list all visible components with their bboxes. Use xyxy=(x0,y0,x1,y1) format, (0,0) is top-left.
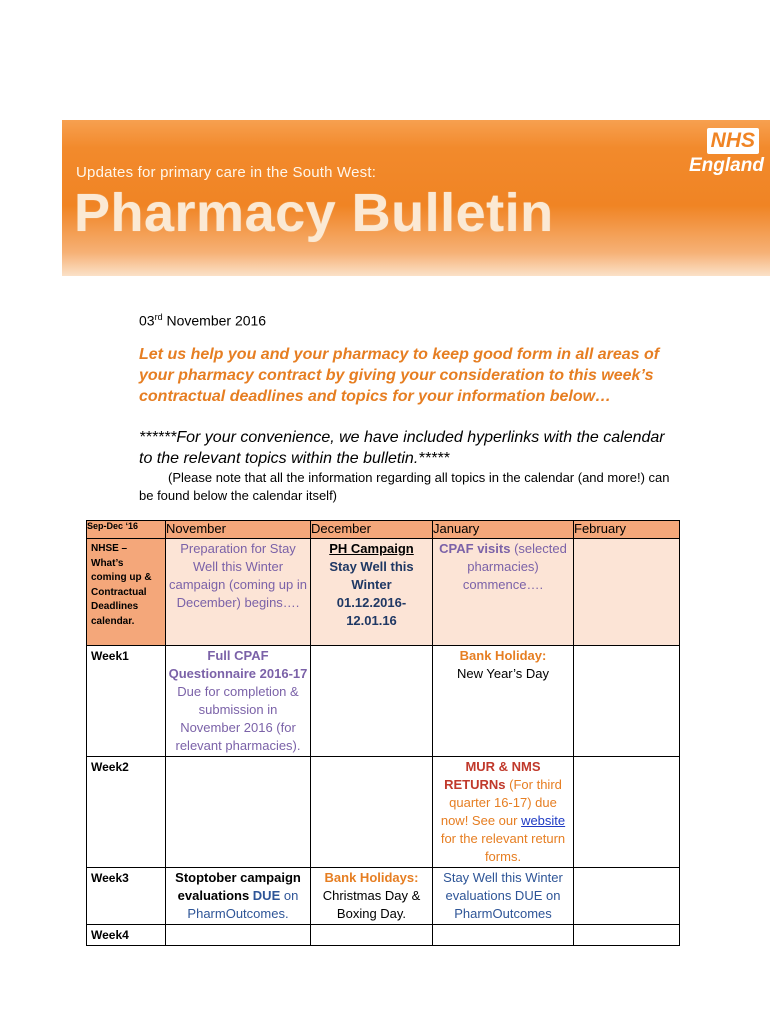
nhs-logo-text: NHS xyxy=(707,128,759,154)
mur-nms-body: (For third quarter 16-17) due now! See our xyxy=(440,777,562,828)
ph-campaign-dates: 01.12.2016-12.01.16 xyxy=(336,595,407,628)
calendar-header-row xyxy=(87,521,680,539)
cell-dec-week4 xyxy=(311,925,433,946)
cell-nov-cpaf-questionnaire xyxy=(166,646,311,757)
cell-nov-week4 xyxy=(166,925,311,946)
stoptober-where: PharmOutcomes. xyxy=(187,906,289,921)
calendar-row-week4 xyxy=(87,925,680,946)
cell-jan-stay-well-evaluations: Stay Well this Winter evaluations DUE on PharmOutcomes xyxy=(433,868,574,925)
mur-nms-title: MUR & NMS RETURNs xyxy=(444,759,541,792)
calendar-note: (Please note that all the information regarding all topics in the calendar (and more!) can be found below the calendar itself) xyxy=(139,470,670,503)
deadlines-calendar xyxy=(86,520,680,946)
cell-nov-stoptober xyxy=(166,868,311,925)
row-label-whats-coming-up: NHSE – What’s coming up & Contractual Deadlines calendar. xyxy=(87,539,166,646)
date-day: 03 xyxy=(139,312,155,329)
calendar-row-week1 xyxy=(87,646,680,757)
cell-feb-week2 xyxy=(574,757,680,868)
cell-dec-ph-campaign xyxy=(311,539,433,646)
ph-campaign-title: PH Campaign xyxy=(329,541,414,556)
cell-jan-mur-nms-returns xyxy=(433,757,574,868)
stoptober-due: DUE xyxy=(252,888,281,903)
stoptober-on: on xyxy=(280,888,299,903)
calendar-row-week2 xyxy=(87,757,680,868)
cell-feb-week4 xyxy=(574,925,680,946)
cell-dec-bank-holidays xyxy=(311,868,433,925)
cpaf-questionnaire-body: Due for completion & submission in November 2016 (for relevant pharmacies). xyxy=(175,684,301,753)
cpaf-questionnaire-title: Full CPAF Questionnaire 2016-17 xyxy=(168,648,308,681)
bulletin-banner xyxy=(62,120,770,276)
jan-bank-holiday-name: New Year’s Day xyxy=(456,666,549,681)
mur-nms-tail: for the relevant return forms. xyxy=(440,831,566,864)
cell-feb-r1 xyxy=(574,539,680,646)
month-november: November xyxy=(166,521,311,539)
banner-title: Pharmacy Bulletin xyxy=(74,183,554,243)
cell-dec-week2 xyxy=(311,757,433,868)
dec-bank-holidays-names: Christmas Day & Boxing Day. xyxy=(322,888,421,921)
cell-jan-cpaf-visits xyxy=(433,539,574,646)
cell-nov-stay-well-prep: Preparation for Stay Well this Winter campaign (coming up in December) begins…. xyxy=(166,539,311,646)
row-label-week1: Week1 xyxy=(87,646,166,757)
month-december: December xyxy=(311,521,433,539)
cell-feb-week1 xyxy=(574,646,680,757)
calendar-row-week3 xyxy=(87,868,680,925)
intro-text: Let us help you and your pharmacy to keep good form in all areas of your pharmacy contract by giving your consideration to this week’s contractual deadlines and topics for your information below… xyxy=(139,346,660,405)
cell-dec-week1 xyxy=(311,646,433,757)
nhs-england-logo xyxy=(689,128,764,176)
stoptober-title: Stoptober campaign evaluations xyxy=(175,870,301,903)
bulletin-date xyxy=(139,312,266,329)
calendar-corner-label: Sep-Dec ‘16 xyxy=(87,521,166,539)
date-rest: November 2016 xyxy=(162,312,267,329)
cell-feb-week3 xyxy=(574,868,680,925)
cell-jan-bank-holiday xyxy=(433,646,574,757)
row-label-week4: Week4 xyxy=(87,925,166,946)
website-link[interactable]: website xyxy=(521,813,566,828)
row-label-week2: Week2 xyxy=(87,757,166,868)
calendar-row-whats-coming-up xyxy=(87,539,680,646)
dec-bank-holidays-title: Bank Holidays: xyxy=(324,870,419,885)
jan-bank-holiday-title: Bank Holiday: xyxy=(459,648,547,663)
convenience-note: ******For your convenience, we have included hyperlinks with the calendar to the relevant topics within the bulletin.***** xyxy=(139,429,665,467)
cell-nov-week2 xyxy=(166,757,311,868)
month-january: January xyxy=(433,521,574,539)
date-suffix: rd xyxy=(154,312,163,322)
row-label-week3: Week3 xyxy=(87,868,166,925)
england-logo-text: England xyxy=(689,155,764,176)
banner-subtitle: Updates for primary care in the South West: xyxy=(76,164,377,181)
cpaf-visits-body: (selected pharmacies) commence…. xyxy=(462,541,567,592)
cell-jan-week4 xyxy=(433,925,574,946)
month-february: February xyxy=(574,521,680,539)
cpaf-visits-title: CPAF visits xyxy=(439,541,511,556)
ph-campaign-name: Stay Well this Winter xyxy=(329,559,414,592)
